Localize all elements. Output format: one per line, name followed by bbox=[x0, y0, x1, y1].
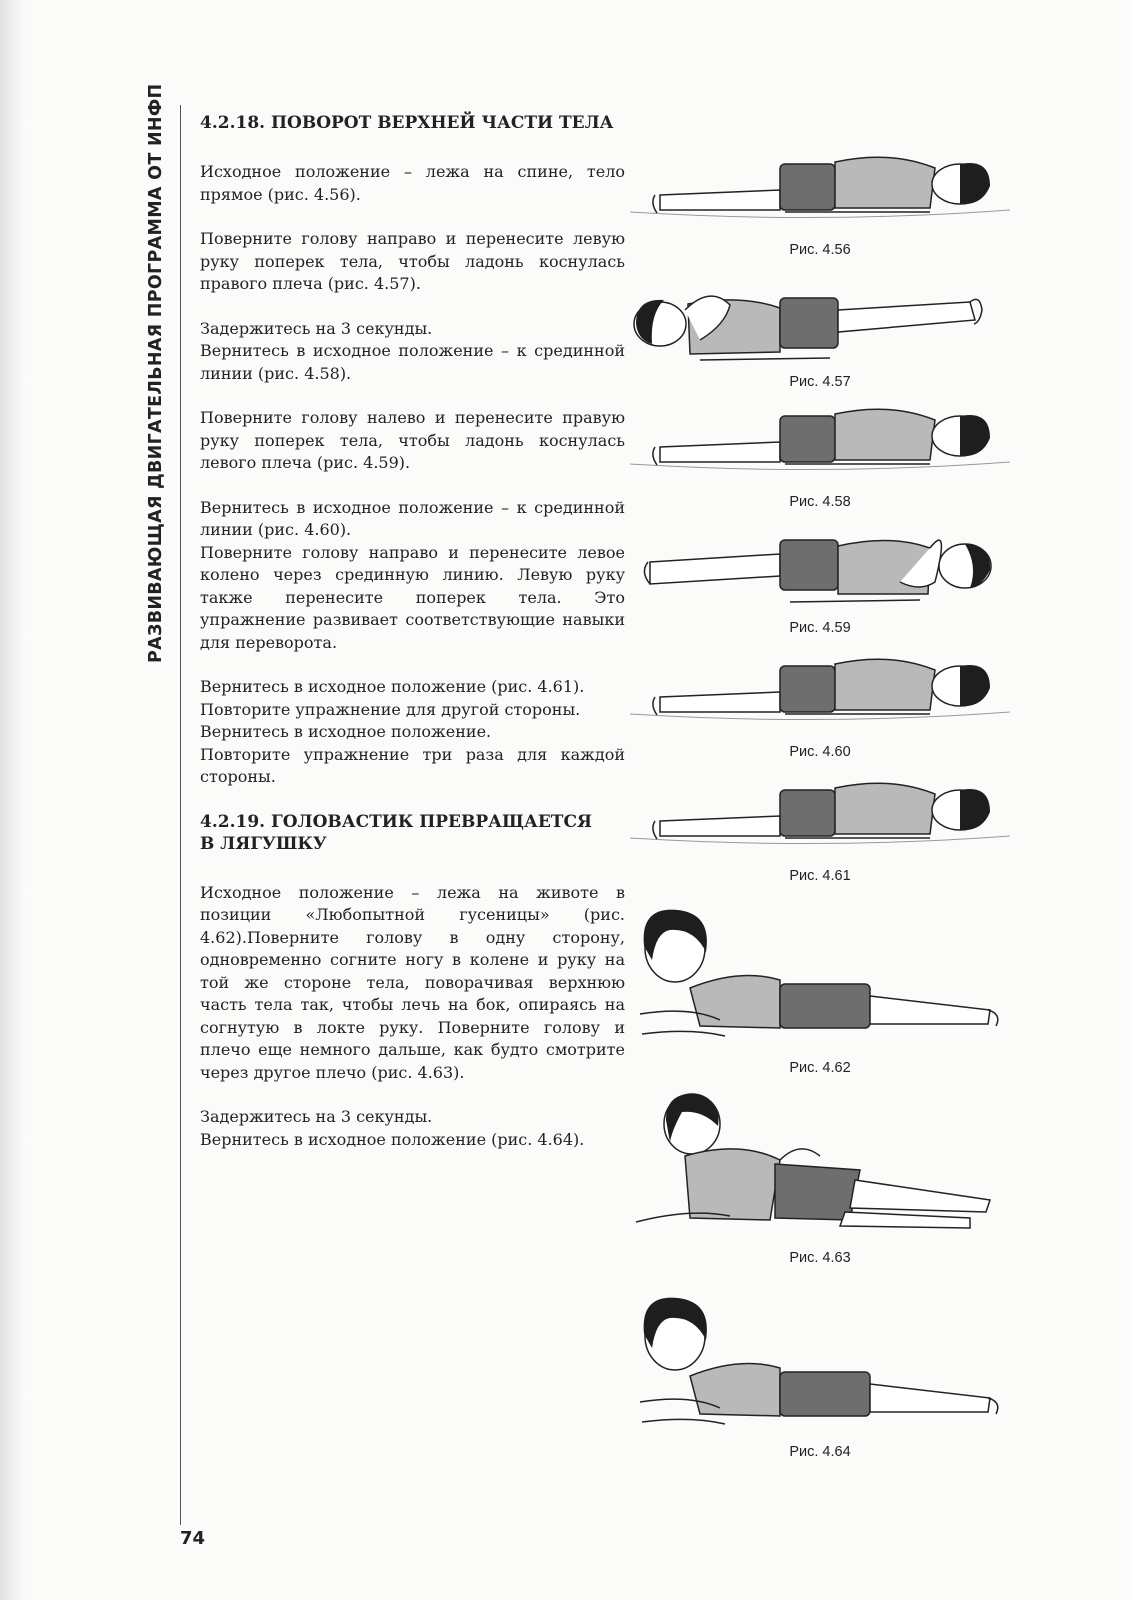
figure-caption: Рис. 4.57 bbox=[789, 374, 851, 390]
paragraph-caterpillar-start: Исходное положение – лежа на животе в позиции «Любопытной гусеницы» (рис. 4.62).Поверните голову в одну сторону, одновременно согните ногу в колене и руку на той же стороне тела, поворачивая верхнюю часть тела так, чтобы лечь на бок, опираясь на согнутую в локте руку. Поверните голову и плечо еще немного дальше, как будто смотрите через другое плечо (рис. 4.63). bbox=[200, 882, 625, 1082]
paragraph-repeat-three-times: Повторите упражнение три раза для каждой стороны. bbox=[200, 744, 625, 786]
supine-arm-across-illustration bbox=[630, 522, 1010, 612]
prone-caterpillar-illustration bbox=[630, 898, 1010, 1048]
figure-caption: Рис. 4.58 bbox=[789, 494, 851, 510]
figure-4-64 bbox=[630, 1286, 1010, 1460]
section-heading-4-2-19-line2: В ЛЯГУШКУ bbox=[200, 833, 327, 854]
section-heading-4-2-19 bbox=[200, 811, 625, 855]
section-heading-4-2-19-line1: 4.2.19. ГОЛОВАСТИК ПРЕВРАЩАЕТСЯ bbox=[200, 811, 592, 832]
supine-figure-illustration bbox=[630, 150, 1010, 230]
text-column bbox=[200, 112, 625, 1151]
paragraph-return-start-2: Вернитесь в исходное положение. bbox=[200, 722, 492, 741]
page-number: 74 bbox=[180, 1528, 206, 1549]
paragraph-turn-head-right: Поверните голову направо и перенесите левую руку поперек тела, чтобы ладонь коснулась правого плеча (рис. 4.57). bbox=[200, 229, 625, 293]
paragraph-knee-across: Поверните голову направо и перенесите левое колено через срединную линию. Левую руку также перенесите поперек тела. Это упражнение развивает соответствующие навыки для переворота. bbox=[200, 542, 625, 652]
figure-4-62 bbox=[630, 898, 1010, 1076]
figure-4-57 bbox=[630, 280, 1010, 390]
figure-caption: Рис. 4.61 bbox=[789, 868, 851, 884]
paragraph-start-position: Исходное положение – лежа на спине, тело прямое (рис. 4.56). bbox=[200, 162, 625, 204]
figure-caption: Рис. 4.63 bbox=[789, 1250, 851, 1266]
section-heading-4-2-18: 4.2.18. ПОВОРОТ ВЕРХНЕЙ ЧАСТИ ТЕЛА bbox=[200, 113, 614, 133]
paragraph-repeat-other-side: Повторите упражнение для другой стороны. bbox=[200, 699, 581, 719]
supine-arm-across-illustration bbox=[630, 280, 1010, 370]
figure-4-59 bbox=[630, 522, 1010, 636]
running-side-title: РАЗВИВАЮЩАЯ ДВИГАТЕЛЬНАЯ ПРОГРАММА ОТ ИНФП bbox=[146, 83, 166, 663]
figure-4-63 bbox=[630, 1090, 1010, 1266]
paragraph-hold: Задержитесь на 3 секунды. bbox=[200, 318, 433, 338]
figure-caption: Рис. 4.64 bbox=[789, 1444, 851, 1460]
paragraph-return-start: Вернитесь в исходное положение (рис. 4.61). bbox=[200, 677, 585, 696]
supine-figure-illustration bbox=[630, 402, 1010, 482]
prone-caterpillar-illustration bbox=[630, 1286, 1010, 1436]
paragraph-return-start-3: Вернитесь в исходное положение (рис. 4.64). bbox=[200, 1129, 585, 1149]
paragraph-return-midline-2: Вернитесь в исходное положение – к срединной линии (рис. 4.60). bbox=[200, 497, 625, 539]
figure-4-60 bbox=[630, 652, 1010, 760]
margin-rule bbox=[180, 105, 181, 1525]
figure-caption: Рис. 4.60 bbox=[789, 744, 851, 760]
supine-figure-illustration bbox=[630, 652, 1010, 732]
side-lying-illustration bbox=[630, 1090, 1010, 1240]
spine-shadow bbox=[0, 0, 26, 1600]
figure-caption: Рис. 4.59 bbox=[789, 620, 851, 636]
figure-4-61 bbox=[630, 776, 1010, 884]
paragraph-turn-head-left: Поверните голову налево и перенесите правую руку поперек тела, чтобы ладонь коснулась левого плеча (рис. 4.59). bbox=[200, 408, 625, 472]
paragraph-return-midline: Вернитесь в исходное положение – к срединной линии (рис. 4.58). bbox=[200, 341, 625, 383]
paragraph-hold-2: Задержитесь на 3 секунды. bbox=[200, 1107, 433, 1126]
figure-caption: Рис. 4.56 bbox=[789, 242, 851, 258]
figure-caption: Рис. 4.62 bbox=[789, 1060, 851, 1076]
figure-4-58 bbox=[630, 402, 1010, 510]
figure-4-56 bbox=[630, 150, 1010, 258]
supine-figure-illustration bbox=[630, 776, 1010, 856]
